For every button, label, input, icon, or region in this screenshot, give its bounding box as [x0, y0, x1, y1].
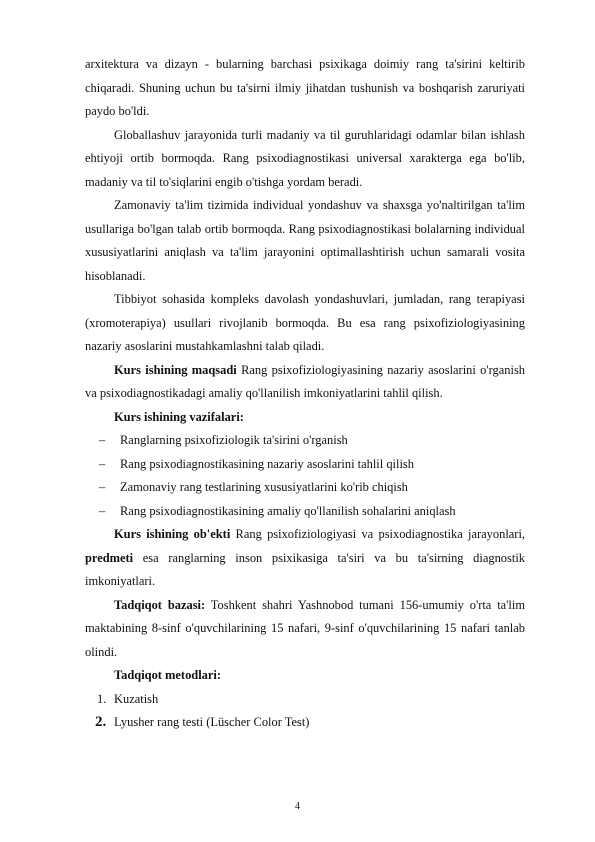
- paragraph-globalization: Globallashuv jarayonida turli madaniy va til guruhlaridagi odamlar bilan ishlash ehtiyoji ortib bormoqda. Rang psixodiagnostikasi universal xarakterga ega bo'lib, madaniy va til to'siqlarini engib o'tishga yordam beradi.: [85, 127, 525, 189]
- dash-bullet: –: [99, 433, 106, 447]
- list-item: [85, 711, 525, 735]
- task-text: Rang psixodiagnostikasining nazariy asoslarini tahlil qilish: [120, 456, 414, 471]
- paragraph-aim: [85, 359, 525, 406]
- list-item: [85, 453, 525, 477]
- list-item: [85, 500, 525, 524]
- task-text: Rang psixodiagnostikasining amaliy qo'llanilish sohalarini aniqlash: [120, 503, 456, 518]
- dash-bullet: –: [99, 456, 106, 471]
- tasks-heading: Kurs ishining vazifalari:: [114, 409, 244, 424]
- object-text: Rang psixofiziologiyasi va psixodiagnostika jarayonlari,: [230, 527, 526, 541]
- aim-label: Kurs ishining maqsadi: [114, 362, 237, 377]
- dash-bullet: –: [99, 503, 106, 518]
- method-text: Kuzatish: [114, 691, 159, 706]
- base-text: Toshkent shahri Yashnobod tumani 156-umumiy o'rta ta'lim maktabining 8-sinf o'quvchilarining 15 nafari, 9-sinf o'quvchilarining 15 nafari tanlab olindi.: [85, 597, 525, 659]
- paragraph-intro-continuation: arxitektura va dizayn - bularning barchasi psixikaga doimiy rang ta'sirini keltirib chiqaradi. Shuning uchun bu ta'sirni ilmiy jihatdan tushunish va boshqarish zaruriyati paydo bo'ldi.: [85, 57, 525, 118]
- document-page: [85, 0, 525, 735]
- list-number: 1.: [97, 691, 107, 706]
- list-item: [85, 429, 525, 453]
- paragraph-research-base: [85, 594, 525, 665]
- base-label: Tadqiqot bazasi:: [114, 597, 206, 612]
- paragraph-medicine: Tibbiyot sohasida kompleks davolash yondashuvlari, jumladan, rang terapiyasi (xromoterapiya) usullari rivojlanib bormoqda. Bu esa rang psixofiziologiyasining nazariy asoslarini mustahkamlashni talab qiladi.: [85, 292, 525, 353]
- list-number: 2.: [95, 714, 107, 730]
- methods-heading: Tadqiqot metodlari:: [114, 668, 221, 682]
- paragraph-education: Zamonaviy ta'lim tizimida individual yondashuv va shaxsga yo'naltirilgan ta'lim usullariga bo'lgan talab ortib bormoqda. Rang psixodiagnostikasi bolalarning individual xususiyatlarini aniqlash va ta'lim jarayonini optimallashtirish uchun samarali vosita hisoblanadi.: [85, 198, 525, 283]
- list-item: [85, 688, 525, 712]
- list-item: [85, 476, 525, 500]
- page-number: 4: [295, 801, 300, 812]
- method-text: Lyusher rang testi (Lüscher Color Test): [114, 715, 310, 729]
- paragraph-object: [85, 523, 525, 594]
- object-label: Kurs ishining ob'ekti: [114, 527, 231, 541]
- task-text: Ranglarning psixofiziologik ta'sirini o'rganish: [120, 433, 348, 447]
- subject-label: predmeti: [85, 550, 134, 565]
- task-text: Zamonaviy rang testlarining xususiyatlarini ko'rib chiqish: [120, 480, 408, 494]
- dash-bullet: –: [99, 480, 106, 494]
- subject-text: esa ranglarning inson psixikasiga ta'siri va bu ta'sirning diagnostik imkoniyatlari.: [85, 550, 525, 588]
- aim-text: Rang psixofiziologiyasining nazariy asoslarini o'rganish va psixodiagnostikadagi amaliy qo'llanilish imkoniyatlarini tahlil qilish.: [85, 362, 526, 400]
